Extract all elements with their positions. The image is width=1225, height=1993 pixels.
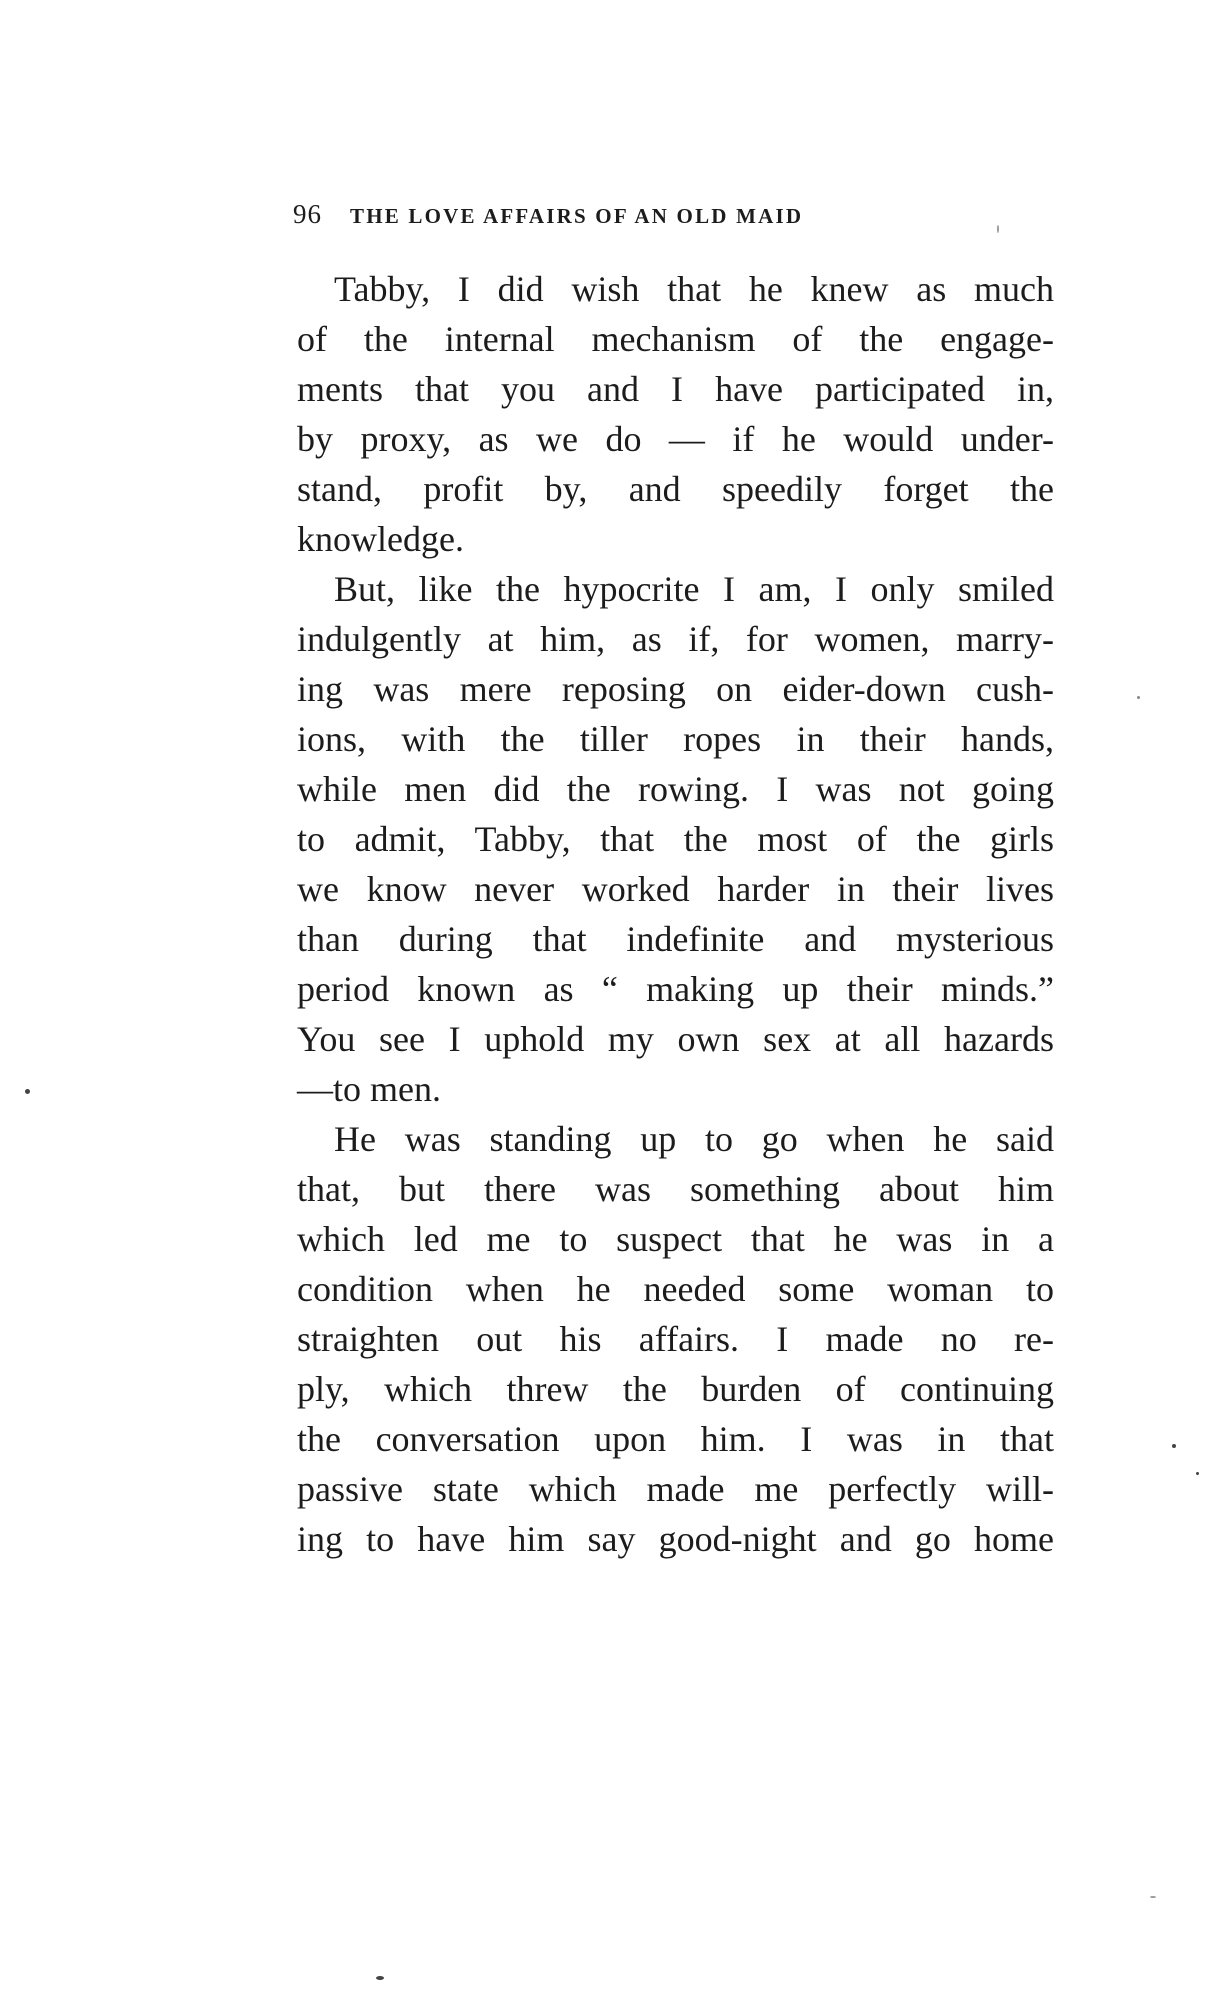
scan-speck bbox=[1137, 696, 1140, 699]
scan-speck bbox=[376, 1976, 384, 1980]
text-line: while men did the rowing. I was not going bbox=[297, 769, 1054, 809]
text-line: But, like the hypocrite I am, I only smiled bbox=[334, 569, 1054, 609]
text-line: passive state which made me perfectly will- bbox=[297, 1469, 1054, 1509]
text-line: which led me to suspect that he was in a bbox=[297, 1219, 1054, 1259]
scan-speck bbox=[997, 225, 999, 233]
body-text bbox=[297, 264, 1054, 1564]
text-line: straighten out his affairs. I made no re- bbox=[297, 1319, 1054, 1359]
scan-speck bbox=[1196, 1472, 1199, 1475]
text-line: Tabby, I did wish that he knew as much bbox=[334, 269, 1054, 309]
text-line: He was standing up to go when he said bbox=[334, 1119, 1054, 1159]
running-header bbox=[293, 197, 1053, 231]
text-line: by proxy, as we do — if he would under- bbox=[297, 419, 1054, 459]
text-line: ing was mere reposing on eider-down cush- bbox=[297, 669, 1054, 709]
text-line: period known as “ making up their minds.” bbox=[297, 969, 1054, 1009]
text-line: —to men. bbox=[297, 1069, 441, 1109]
text-line: of the internal mechanism of the engage- bbox=[297, 319, 1054, 359]
text-line: ments that you and I have participated in, bbox=[297, 369, 1054, 409]
text-line: stand, profit by, and speedily forget the bbox=[297, 469, 1054, 509]
text-line: to admit, Tabby, that the most of the girls bbox=[297, 819, 1054, 859]
text-line: condition when he needed some woman to bbox=[297, 1269, 1054, 1309]
text-line: the conversation upon him. I was in that bbox=[297, 1419, 1054, 1459]
text-line: You see I uphold my own sex at all hazards bbox=[297, 1019, 1054, 1059]
text-line: ply, which threw the burden of continuing bbox=[297, 1369, 1054, 1409]
page-number: 96 bbox=[293, 199, 322, 229]
text-line: that, but there was something about him bbox=[297, 1169, 1054, 1209]
scan-speck bbox=[1150, 1896, 1156, 1898]
text-line: knowledge. bbox=[297, 519, 464, 559]
text-line: ing to have him say good-night and go home bbox=[297, 1519, 1054, 1559]
text-line: indulgently at him, as if, for women, marry- bbox=[297, 619, 1054, 659]
text-line: than during that indefinite and mysterious bbox=[297, 919, 1054, 959]
text-line: we know never worked harder in their lives bbox=[297, 869, 1054, 909]
scan-speck bbox=[1172, 1444, 1176, 1448]
text-line: ions, with the tiller ropes in their hands, bbox=[297, 719, 1054, 759]
scan-speck bbox=[25, 1089, 30, 1094]
running-title: THE LOVE AFFAIRS OF AN OLD MAID bbox=[350, 204, 804, 228]
